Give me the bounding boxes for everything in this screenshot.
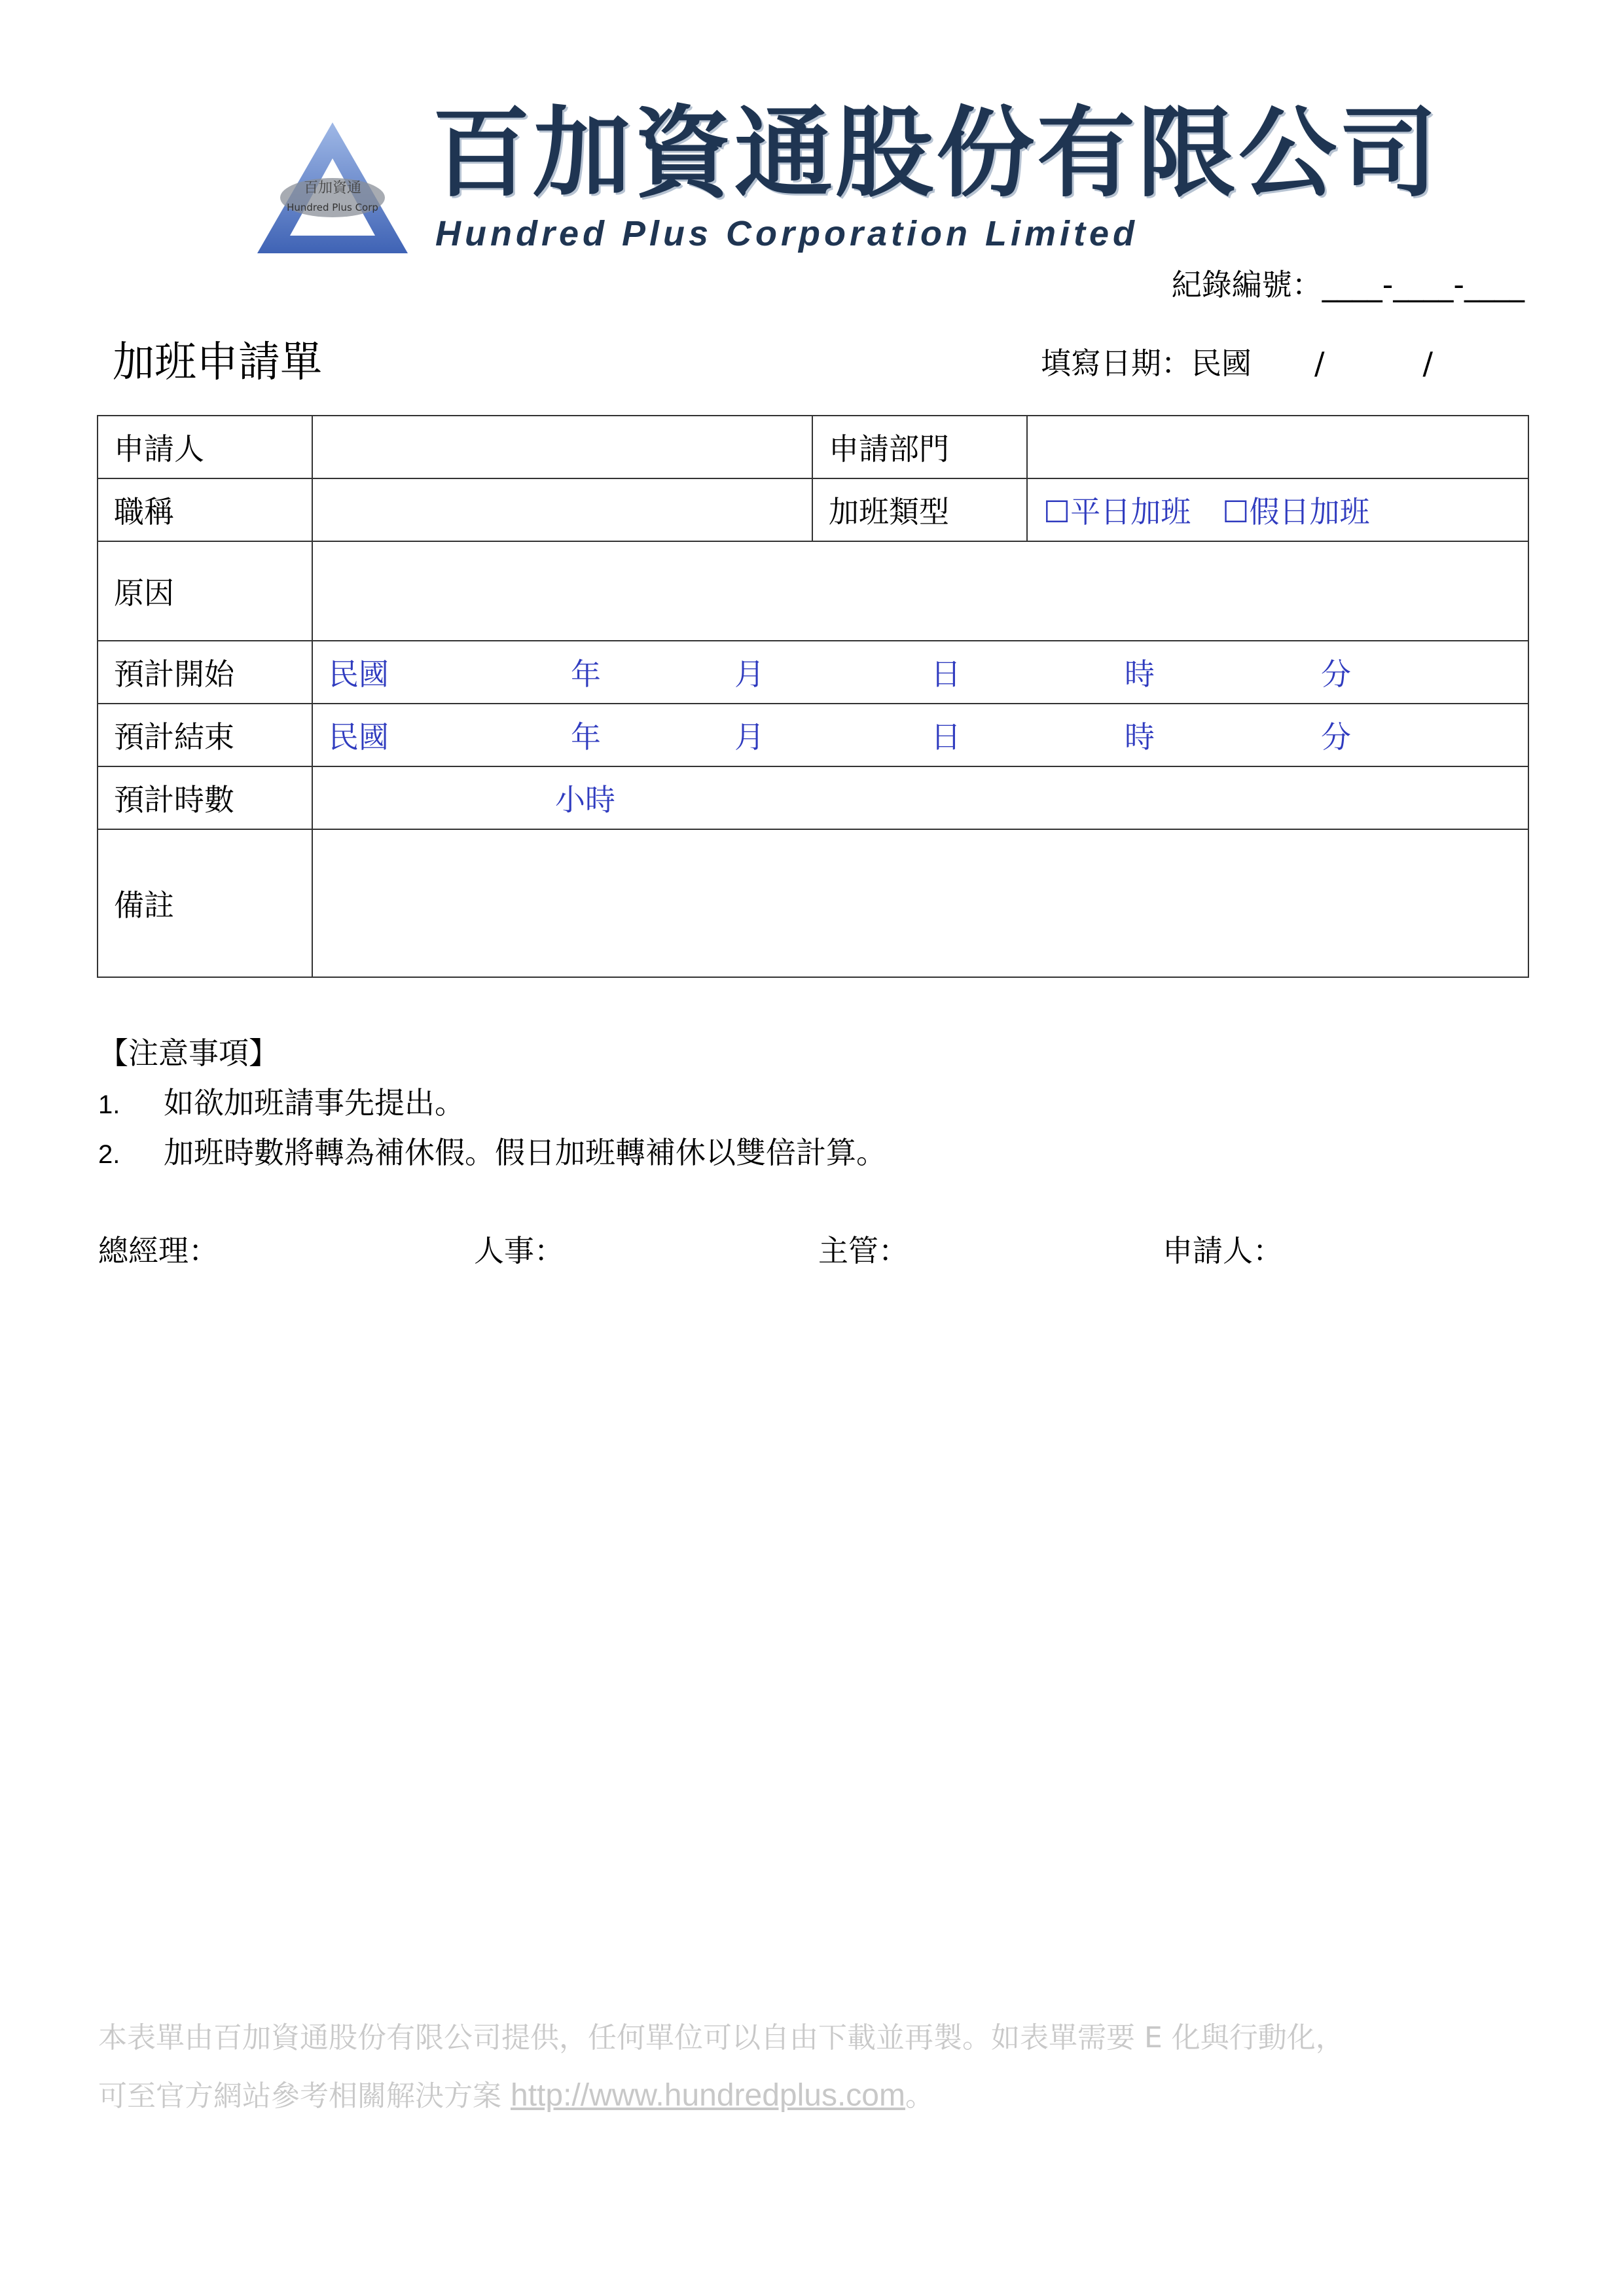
- fill-date-label: 填寫日期：民國: [1041, 346, 1252, 381]
- footer-prefix: 可至官方網站參考相關解決方案: [98, 2079, 511, 2113]
- year-unit: 年: [571, 656, 601, 692]
- signature-hr[interactable]: 人事：: [474, 1233, 564, 1268]
- table-row: [98, 541, 1528, 641]
- day-unit: 日: [931, 656, 961, 692]
- overtime-type-label: 加班類型: [812, 478, 1027, 541]
- footer-text-line1: 本表單由百加資通股份有限公司提供，任何單位可以自由下載並再製。如表單需要 E 化與行動化，: [98, 2021, 1344, 2054]
- record-number: 紀錄編號：____-____-____: [1171, 267, 1525, 302]
- company-name-zh: 百加資通股份有限公司: [432, 97, 1441, 211]
- hour-unit: 時: [1125, 719, 1155, 755]
- overtime-form-table: [97, 415, 1529, 978]
- company-name-en: Hundred Plus Corporation Limited: [435, 214, 1139, 253]
- job-title-field[interactable]: [312, 478, 812, 541]
- era-unit: 民國: [329, 719, 389, 755]
- list-item: [98, 1085, 465, 1121]
- note-text: 加班時數將轉為補休假。假日加班轉補休以雙倍計算。: [164, 1135, 886, 1170]
- notes-title: 【注意事項】: [98, 1035, 279, 1071]
- reason-field[interactable]: [312, 541, 1528, 641]
- table-row: [98, 829, 1528, 977]
- applicant-field[interactable]: [312, 416, 812, 478]
- planned-end-label: 預計結束: [98, 704, 312, 766]
- reason-label: 原因: [98, 541, 312, 641]
- signature-supervisor[interactable]: 主管：: [818, 1233, 909, 1268]
- planned-start-label: 預計開始: [98, 641, 312, 704]
- year-unit: 年: [571, 719, 601, 755]
- signature-applicant[interactable]: 申請人：: [1163, 1233, 1283, 1268]
- signature-general-manager[interactable]: 總經理：: [98, 1233, 219, 1268]
- form-title: 加班申請單: [113, 338, 322, 387]
- fill-date[interactable]: [1041, 346, 1433, 381]
- minute-unit: 分: [1321, 656, 1351, 692]
- overtime-type-field: [1027, 478, 1528, 541]
- department-field[interactable]: [1027, 416, 1528, 478]
- date-sep: /: [1314, 346, 1325, 381]
- hour-unit: 時: [1125, 656, 1155, 692]
- holiday-overtime-checkbox[interactable]: ☐假日加班: [1222, 494, 1370, 529]
- remarks-label: 備註: [98, 829, 312, 977]
- minute-unit: 分: [1321, 719, 1351, 755]
- logo-text-en: Hundred Plus Corp: [287, 202, 378, 213]
- month-unit: 月: [734, 719, 765, 755]
- note-number: 1.: [98, 1090, 120, 1119]
- remarks-field[interactable]: [312, 829, 1528, 977]
- footer-suffix: 。: [905, 2079, 934, 2113]
- department-label: 申請部門: [812, 416, 1027, 478]
- note-text: 如欲加班請事先提出。: [164, 1085, 465, 1121]
- table-row: [98, 641, 1528, 704]
- table-row: [98, 766, 1528, 829]
- planned-hours-field[interactable]: [312, 766, 1528, 829]
- company-logo: [254, 119, 411, 257]
- table-row: [98, 478, 1528, 541]
- era-unit: 民國: [329, 656, 389, 692]
- footer-text-line2: [98, 2080, 934, 2111]
- planned-start-field[interactable]: [312, 641, 1528, 704]
- planned-hours-label: 預計時數: [98, 766, 312, 829]
- table-row: [98, 704, 1528, 766]
- job-title-label: 職稱: [98, 478, 312, 541]
- planned-end-field[interactable]: [312, 704, 1528, 766]
- website-link[interactable]: http://www.hundredplus.com: [511, 2078, 905, 2113]
- logo-text-zh: 百加資通: [303, 180, 362, 196]
- hours-unit: 小時: [555, 782, 615, 817]
- weekday-overtime-checkbox[interactable]: ☐平日加班: [1043, 494, 1191, 529]
- applicant-label: 申請人: [98, 416, 312, 478]
- table-row: [98, 416, 1528, 478]
- month-unit: 月: [734, 656, 765, 692]
- list-item: [98, 1135, 886, 1170]
- note-number: 2.: [98, 1140, 120, 1169]
- day-unit: 日: [931, 719, 961, 755]
- date-sep: /: [1422, 346, 1433, 381]
